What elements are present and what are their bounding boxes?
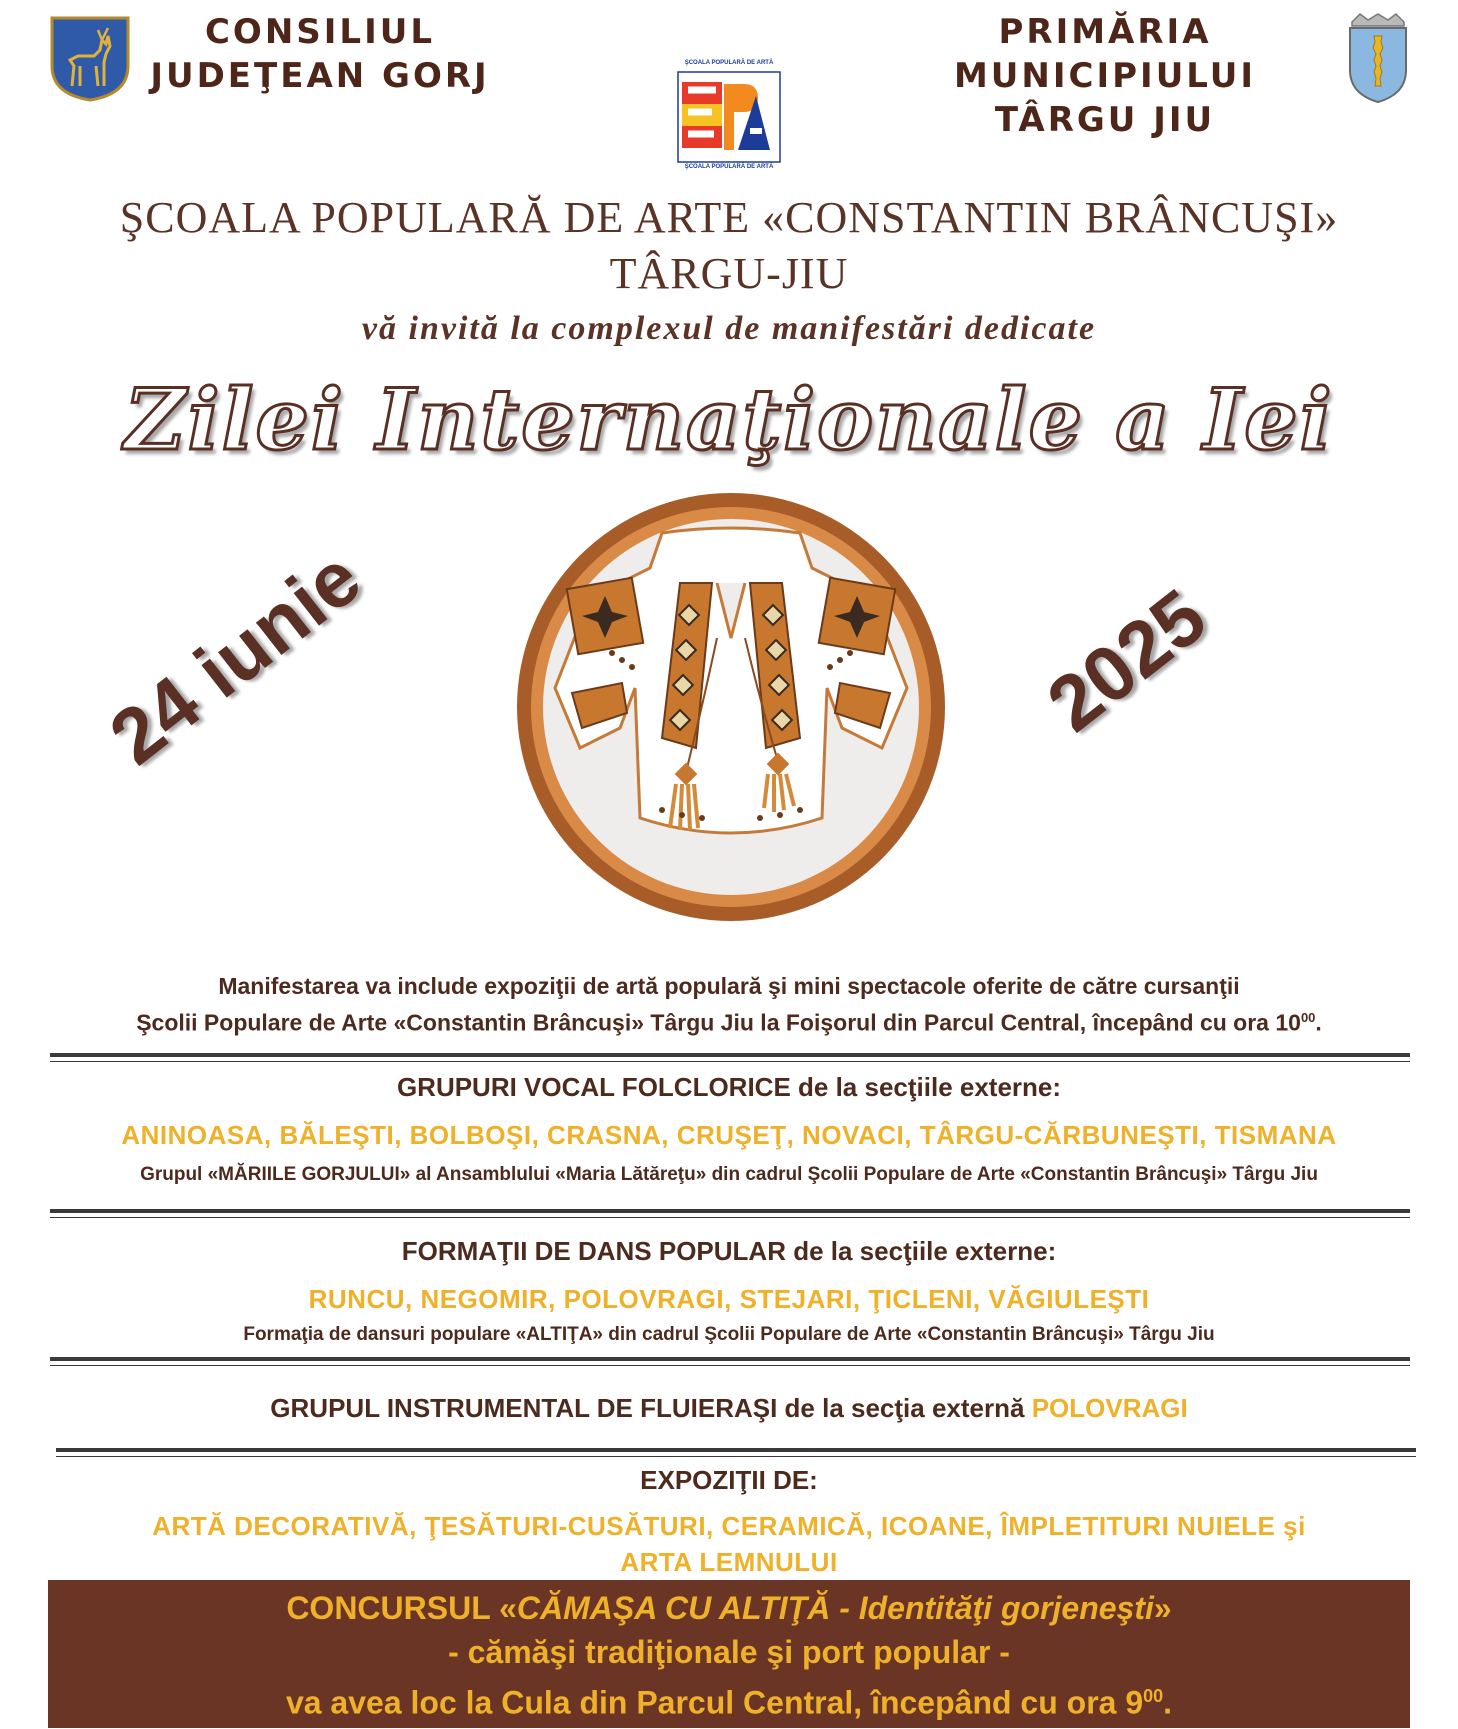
dance-groups-places: RUNCU, NEGOMIR, POLOVRAGI, STEJARI, ŢICLENI, VĂGIULEŞTI [308, 1284, 1150, 1314]
intro-line2-end: . [1315, 1009, 1322, 1036]
dance-groups-note: Formaţia de dansuri populare «ALTIŢA» din cadrul Şcolii Populare de Arte «Constantin Brâncuşi» Târgu Jiu [243, 1324, 1215, 1345]
divider [50, 1357, 1410, 1361]
event-day: 24 iunie [93, 533, 377, 782]
contest-line3-end: . [1163, 1684, 1173, 1721]
logo-ring-bottom: ŞCOALA POPULARĂ DE ARTĂ [684, 164, 774, 170]
event-title: Zilei Internaţionale a Iei [124, 370, 1334, 469]
county-council-title [130, 10, 510, 98]
contest-line3-sup: 00 [1143, 1686, 1164, 1706]
instrumental-place: POLOVRAGI [1031, 1393, 1188, 1423]
divider [50, 1365, 1410, 1366]
spa-logo-icon [668, 60, 790, 174]
intro-line1: Manifestarea va include expoziţii de artă populară şi mini spectacole oferite de către cursanţii [218, 973, 1240, 999]
divider [50, 1061, 1410, 1062]
event-year: 2025 [1030, 572, 1222, 749]
county-council-line1: CONSILIUL [204, 12, 436, 52]
city-hall-line2: TÂRGU JIU [994, 100, 1216, 140]
divider [50, 1053, 1410, 1057]
vocal-groups-places: ANINOASA, BĂLEŞTI, BOLBOŞI, CRASNA, CRUŞEŢ, NOVACI, TÂRGU-CĂRBUNEŞTI, TISMANA [121, 1120, 1337, 1150]
exhibitions-line1: ARTĂ DECORATIVĂ, ŢESĂTURI-CUSĂTURI, CERAMICĂ, ICOANE, ÎMPLETITURI NUIELE şi [152, 1511, 1306, 1541]
contest-title-line [48, 1586, 1410, 1630]
school-name [40, 190, 1418, 302]
city-hall-line1: PRIMĂRIA MUNICIPIULUI [953, 12, 1257, 96]
contest-title: CĂMAŞA CU ALTIŢĂ - Identităţi gorjeneşti [516, 1590, 1154, 1626]
divider [56, 1448, 1416, 1452]
contest-suffix: » [1153, 1590, 1172, 1626]
intro-line2 [40, 1002, 1418, 1039]
intro-text [40, 970, 1418, 1039]
divider [56, 1456, 1416, 1457]
exhibitions-line2: ARTA LEMNULUI [620, 1547, 838, 1577]
county-council-line2: JUDEŢEAN GORJ [150, 56, 490, 96]
intro-line2-main: Şcolii Populare de Arte «Constantin Brâncuşi» Târgu Jiu la Foişorul din Parcul Central, începând cu ora 10 [136, 1009, 1301, 1036]
exhibitions-heading: EXPOZIŢII DE: [640, 1465, 818, 1495]
contest-line2: - cămăşi tradiţionale şi port popular - [448, 1634, 1010, 1670]
column-crest-icon [1346, 12, 1410, 104]
divider [50, 1217, 1410, 1218]
contest-prefix: CONCURSUL « [286, 1590, 517, 1626]
vocal-groups-note: Grupul «MĂRIILE GORJULUI» al Ansamblului «Maria Lătăreţu» din cadrul Şcolii Populare de Arte «Constantin Brâncuşi» Târgu Jiu [140, 1164, 1318, 1185]
school-name-line2: TÂRGU-JIU [609, 249, 849, 298]
vocal-groups-heading: GRUPURI VOCAL FOLCLORICE de la secţiile externe: [396, 1072, 1062, 1102]
deer-crest-icon [50, 16, 130, 102]
dance-groups-heading: FORMAŢII DE DANS POPULAR de la secţiile externe: [401, 1236, 1057, 1266]
city-hall-title [870, 10, 1340, 142]
ie-blouse-plate-icon [512, 488, 950, 926]
school-name-line1: ŞCOALA POPULARĂ DE ARTE «CONSTANTIN BRÂNCUŞI» [119, 193, 1339, 242]
invitation-text: vă invită la complexul de manifestări dedicate [361, 310, 1097, 347]
contest-line3-main: va avea loc la Cula din Parcul Central, începând cu ora 9 [285, 1684, 1144, 1721]
exhibitions-list [40, 1508, 1418, 1580]
instrumental-group [40, 1393, 1418, 1424]
contest-line3 [48, 1674, 1410, 1725]
logo-ring-top: ŞCOALA POPULARĂ DE ARTĂ [684, 60, 774, 66]
divider [50, 1209, 1410, 1213]
instrumental-heading: GRUPUL INSTRUMENTAL DE FLUIERAŞI de la secţia externă [270, 1393, 1025, 1423]
contest-banner [48, 1580, 1410, 1728]
intro-line2-sup: 00 [1300, 1010, 1316, 1025]
